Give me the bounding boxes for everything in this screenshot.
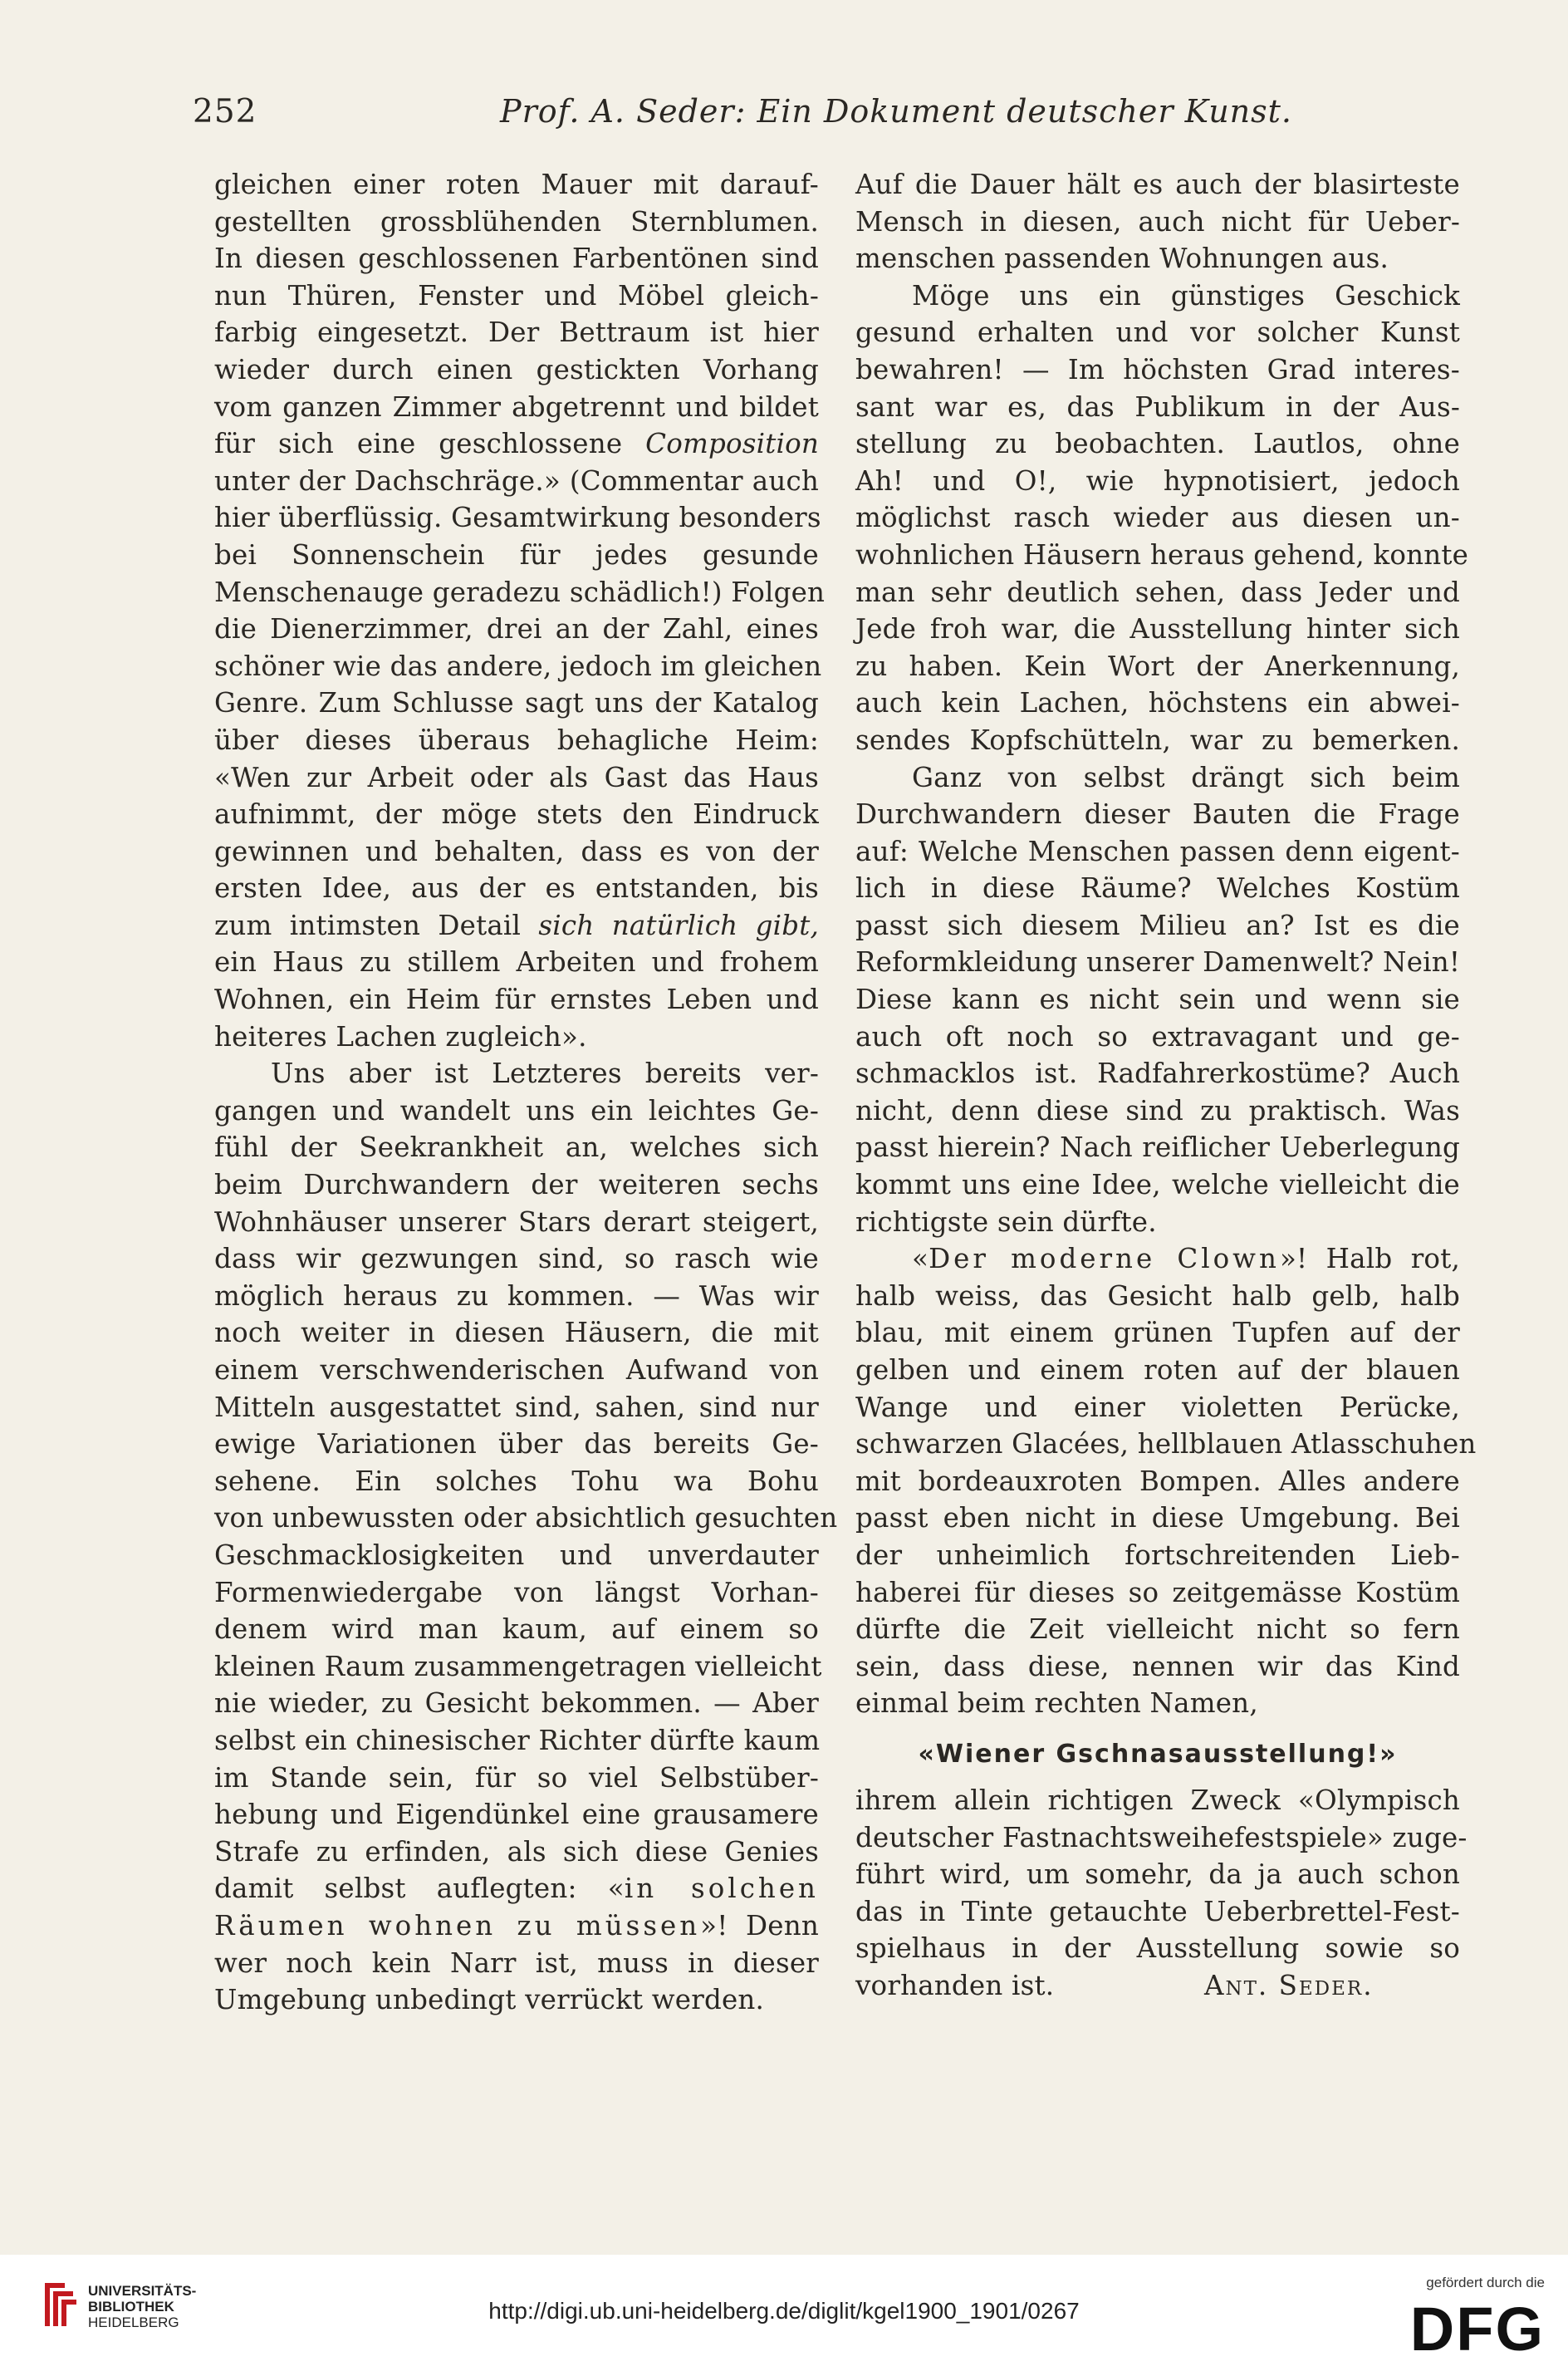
- text-line: sendes Kopfschütteln, war zu bemerken.: [855, 724, 1460, 756]
- text-line: Strafe zu erfinden, als sich diese Genies: [214, 1835, 819, 1868]
- author-signature: Ant. Seder.: [1204, 1969, 1374, 2001]
- library-line: BIBLIOTHEK: [88, 2299, 174, 2315]
- text-line: gesund erhalten und vor solcher Kunst: [855, 317, 1460, 349]
- text-line: Auf die Dauer hält es auch der blasirteste: [855, 169, 1460, 200]
- text-line: kleinen Raum zusammengetragen vielleicht: [214, 1650, 822, 1682]
- text-line: das in Tinte getauchte Ueberbrettel-Fest-: [855, 1895, 1460, 1927]
- text-line: gestellten grossblühenden Sternblumen.: [214, 205, 819, 238]
- text-line: spielhaus in der Ausstellung sowie so: [855, 1932, 1460, 1965]
- text-line: Reformkleidung unserer Damenwelt? Nein!: [855, 946, 1461, 979]
- text-line: [855, 1967, 1460, 2005]
- text-line: auf: Welche Menschen passen denn eigent-: [855, 835, 1460, 867]
- text-line: im Stande sein, für so viel Selbstüber-: [214, 1761, 819, 1794]
- text-line: zu haben. Kein Wort der Anerkennung,: [855, 650, 1460, 682]
- text-line: schmacklos ist. Radfahrerkostüme? Auch: [855, 1058, 1460, 1090]
- text-line: gewinnen und behalten, dass es von der: [214, 835, 819, 867]
- text-line: Mensch in diesen, auch nicht für Ueber-: [855, 205, 1460, 238]
- text-line: Diese kann es nicht sein und wenn sie: [855, 984, 1460, 1016]
- text-line: «Wen zur Arbeit oder als Gast das Haus: [214, 761, 819, 793]
- text-line: [214, 425, 819, 463]
- text-line: farbig eingesetzt. Der Bettraum ist hier: [214, 317, 819, 349]
- text-line: wohnlichen Häusern heraus gehend, konnte: [855, 538, 1469, 571]
- digitization-footer: [0, 2255, 1568, 2376]
- library-line: HEIDELBERG: [88, 2315, 179, 2330]
- text-line: man sehr deutlich sehen, dass Jeder und: [855, 576, 1460, 608]
- text-line: nun Thüren, Fenster und Möbel gleich-: [214, 279, 819, 312]
- text-line: möglichst rasch wieder aus diesen un-: [855, 502, 1460, 534]
- text-line: möglich heraus zu kommen. — Was wir: [214, 1279, 819, 1312]
- text-line: [214, 1870, 819, 1907]
- text-line: gelben und einem roten auf der blauen: [855, 1354, 1460, 1386]
- text-line: Genre. Zum Schlusse sagt uns der Katalog: [214, 687, 819, 719]
- text-segment: »! Halb rot,: [1279, 1243, 1460, 1275]
- text-line: Möge uns ein günstiges Geschick: [912, 279, 1460, 312]
- text-line: [214, 1907, 819, 1945]
- running-title: Prof. A. Seder: Ein Dokument deutscher Kunst.: [500, 93, 1292, 130]
- text-line: nicht, denn diese sind zu praktisch. Was: [855, 1094, 1460, 1127]
- section-heading: «Wiener Gschnasausstellung!»: [918, 1739, 1398, 1769]
- text-line: passt sich diesem Milieu an? Ist es die: [855, 909, 1460, 941]
- text-line: wer noch kein Narr ist, muss in dieser: [214, 1946, 819, 1979]
- text-line: stellung zu beobachten. Lautlos, ohne: [855, 428, 1460, 460]
- library-line: UNIVERSITÄTS-: [88, 2283, 197, 2299]
- text-line: [855, 1240, 1460, 1278]
- text-line: auch kein Lachen, höchstens ein abwei-: [855, 687, 1460, 719]
- text-line: von unbewussten oder absichtlich gesuchten: [214, 1502, 838, 1534]
- text-line: blau, mit einem grünen Tupfen auf der: [855, 1317, 1460, 1349]
- text-line: passt hierein? Nach reiflicher Ueberlegung: [855, 1132, 1460, 1164]
- text-line: haberei für dieses so zeitgemässe Kostüm: [855, 1576, 1460, 1608]
- text-line: einmal beim rechten Namen,: [855, 1687, 1258, 1720]
- text-line: nie wieder, zu Gesicht bekommen. — Aber: [214, 1687, 819, 1720]
- text-line: Ganz von selbst drängt sich beim: [912, 761, 1460, 793]
- text-line: richtigste sein dürfte.: [855, 1205, 1157, 1238]
- text-line: Mitteln ausgestattet sind, sahen, sind nur: [214, 1391, 819, 1423]
- text-line: Jede froh war, die Ausstellung hinter sich: [855, 613, 1460, 646]
- text-line: kommt uns eine Idee, welche vielleicht die: [855, 1169, 1460, 1201]
- text-line: einem verschwenderischen Aufwand von: [214, 1354, 819, 1386]
- text-line: beim Durchwandern der weiteren sechs: [214, 1169, 819, 1201]
- text-line: unter der Dachschräge.» (Commentar auch: [214, 464, 819, 497]
- text-line: über dieses überaus behagliche Heim:: [214, 724, 819, 756]
- text-line: aufnimmt, der möge stets den Eindruck: [214, 798, 819, 831]
- text-line: ersten Idee, aus der es entstanden, bis: [214, 872, 819, 905]
- text-line: Durchwandern dieser Bauten die Frage: [855, 798, 1460, 831]
- text-line: hebung und Eigendünkel eine grausamere: [214, 1799, 819, 1831]
- text-line: selbst ein chinesischer Richter dürfte kaum: [214, 1724, 821, 1756]
- text-segment: zum intimsten Detail: [214, 909, 539, 941]
- text-line: passt eben nicht in diese Umgebung. Bei: [855, 1502, 1460, 1534]
- text-line: wieder durch einen gestickten Vorhang: [214, 353, 819, 385]
- text-line: Ah! und O!, wie hypnotisiert, jedoch: [855, 464, 1460, 497]
- text-line: halb weiss, das Gesicht halb gelb, halb: [855, 1279, 1460, 1312]
- text-line: hier überflüssig. Gesamtwirkung besonders: [214, 502, 821, 534]
- text-segment: damit selbst auflegten: «: [214, 1873, 625, 1905]
- funding-label: gefördert durch die: [1426, 2275, 1545, 2290]
- text-line: noch weiter in diesen Häusern, die mit: [214, 1317, 819, 1349]
- text-line: vom ganzen Zimmer abgetrennt und bildet: [214, 390, 819, 423]
- page-number: 252: [193, 93, 257, 130]
- text-line: gleichen einer roten Mauer mit darauf-: [214, 169, 819, 200]
- text-line: Uns aber ist Letzteres bereits ver-: [271, 1058, 819, 1090]
- text-segment: für sich eine geschlossene: [214, 428, 646, 460]
- text-line: die Dienerzimmer, drei an der Zahl, eines: [214, 613, 819, 646]
- text-line: sein, dass diese, nennen wir das Kind: [855, 1650, 1460, 1682]
- text-line: bei Sonnenschein für jedes gesunde: [214, 538, 819, 571]
- text-line: heiteres Lachen zugleich».: [214, 1020, 587, 1053]
- text-line: schöner wie das andere, jedoch im gleichen: [214, 650, 822, 682]
- text-line: ein Haus zu stillem Arbeiten und frohem: [214, 946, 819, 979]
- text-line: ewige Variationen über das bereits Ge-: [214, 1428, 819, 1460]
- text-line: dass wir gezwungen sind, so rasch wie: [214, 1243, 819, 1275]
- text-line: fühl der Seekrankheit an, welches sich: [214, 1132, 819, 1164]
- text-line: lich in diese Räume? Welches Kostüm: [855, 872, 1460, 905]
- text-segment: »! Denn: [700, 1909, 819, 1942]
- page-header: [193, 93, 1382, 143]
- spaced-phrase: in solchen: [624, 1873, 819, 1905]
- italic-word: Composition: [645, 428, 819, 460]
- text-line: Wohnen, ein Heim für ernstes Leben und: [214, 984, 819, 1016]
- text-line: Menschenauge geradezu schädlich!) Folgen: [214, 576, 826, 608]
- text-line: [214, 907, 819, 945]
- spaced-phrase: Der moderne Clown: [929, 1243, 1280, 1275]
- text-line: menschen passenden Wohnungen aus.: [855, 243, 1389, 275]
- text-segment: «: [912, 1243, 929, 1275]
- left-column: [214, 166, 838, 2019]
- text-line: gangen und wandelt uns ein leichtes Ge-: [214, 1094, 819, 1127]
- text-line: schwarzen Glacées, hellblauen Atlasschuhen: [855, 1428, 1477, 1460]
- italic-phrase: sich natürlich gibt,: [538, 909, 819, 941]
- text-line: denem wird man kaum, auf einem so: [214, 1613, 819, 1646]
- text-line: dürfte die Zeit vielleicht nicht so fern: [855, 1613, 1460, 1646]
- text-line: deutscher Fastnachtsweihefestspiele» zuge-: [855, 1821, 1468, 1853]
- text-line: auch oft noch so extravagant und ge-: [855, 1020, 1460, 1053]
- text-line: Geschmacklosigkeiten und unverdauter: [214, 1539, 819, 1571]
- text-line: bewahren! — Im höchsten Grad interes-: [855, 353, 1460, 385]
- text-line: sehene. Ein solches Tohu wa Bohu: [214, 1465, 819, 1497]
- text-line: führt wird, um somehr, da ja auch schon: [855, 1858, 1460, 1891]
- text-segment: vorhanden ist.: [855, 1969, 1055, 2001]
- text-line: mit bordeauxroten Bompen. Alles andere: [855, 1465, 1460, 1497]
- text-line: Wange und einer violetten Perücke,: [855, 1391, 1460, 1423]
- text-line: der unheimlich fortschreitenden Lieb-: [855, 1539, 1460, 1571]
- right-column: [855, 166, 1477, 2005]
- text-line: In diesen geschlossenen Farbentönen sind: [214, 243, 819, 275]
- text-line: Formenwiedergabe von längst Vorhan-: [214, 1576, 819, 1608]
- text-line: ihrem allein richtigen Zweck «Olympisch: [855, 1784, 1460, 1816]
- text-line: Wohnhäuser unserer Stars derart steigert,: [214, 1205, 819, 1238]
- source-url[interactable]: http://digi.ub.uni-heidelberg.de/diglit/kgel1900_1901/0267: [488, 2298, 1080, 2324]
- spaced-phrase: Räumen wohnen zu müssen: [214, 1909, 701, 1942]
- text-line: Umgebung unbedingt verrückt werden.: [214, 1984, 765, 2016]
- text-line: sant war es, das Publikum in der Aus-: [855, 390, 1460, 423]
- dfg-logo: DFG: [1409, 2295, 1545, 2364]
